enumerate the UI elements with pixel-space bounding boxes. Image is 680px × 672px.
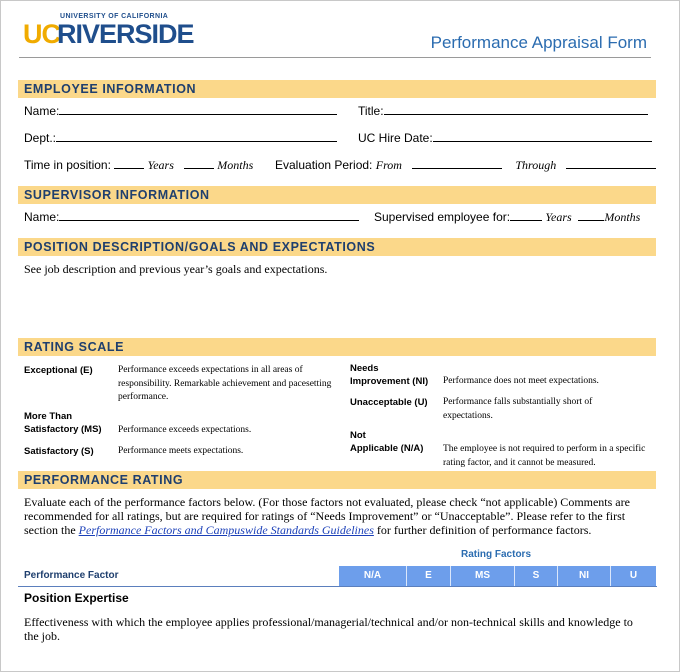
time-years-line[interactable]	[114, 158, 144, 169]
employee-title-field[interactable]	[358, 104, 648, 118]
rating-factor-header-row	[339, 566, 656, 586]
performance-factor-rule	[18, 586, 657, 587]
supervisor-name-field[interactable]	[24, 210, 359, 224]
position-description-heading: POSITION DESCRIPTION/GOALS AND EXPECTATIONS	[18, 238, 656, 256]
time-months-label: Months	[217, 158, 254, 172]
logo-university-text: UNIVERSITY OF CALIFORNIA	[60, 13, 169, 20]
employee-name-field[interactable]	[24, 104, 337, 118]
evaluation-from-label: From	[375, 158, 402, 172]
evaluation-period-field[interactable]	[275, 158, 656, 173]
rating-col-u: U	[610, 566, 656, 586]
rating-needs-improvement-label	[350, 362, 428, 388]
evaluation-through-label: Through	[515, 158, 557, 172]
employee-title-line[interactable]	[384, 104, 648, 115]
rating-col-ms: MS	[450, 566, 514, 586]
title-divider	[19, 57, 651, 58]
employee-title-label: Title:	[358, 104, 384, 118]
rating-satisfactory-label: Satisfactory (S)	[24, 446, 94, 457]
intro-text-before: Evaluate each of the performance factors below. (For those factors not evaluated, please check “not applicable) Comments are recommended for all ratings, but are required for ratings of “Needs Improvement” or “Unacceptable”. Please refer to the first section the	[24, 495, 630, 537]
supervised-months-line[interactable]	[578, 210, 604, 221]
position-expertise-text: Effectiveness with which the employee applies professional/managerial/technical and/or non-technical skills and knowledge to the job.	[24, 615, 633, 643]
rating-more-than-line2: Satisfactory (MS)	[24, 424, 102, 435]
supervised-employee-label: Supervised employee for:	[374, 210, 511, 224]
rating-satisfactory-desc: Performance meets expectations.	[118, 446, 244, 456]
logo-uc-text: UC	[23, 19, 60, 49]
form-title: Performance Appraisal Form	[430, 33, 647, 52]
employee-information-heading: EMPLOYEE INFORMATION	[18, 80, 656, 98]
rating-unacceptable-desc: Performance falls substantially short of expectations.	[443, 397, 593, 421]
employee-hire-date-field[interactable]	[358, 131, 652, 145]
rating-needs-improvement-desc: Performance does not meet expectations.	[443, 376, 599, 386]
supervised-months-label: Months	[604, 210, 641, 224]
time-in-position-label: Time in position:	[24, 158, 111, 172]
employee-hire-date-line[interactable]	[433, 131, 652, 142]
rating-col-ni: NI	[557, 566, 610, 586]
rating-exceptional-label: Exceptional (E)	[24, 365, 93, 376]
rating-col-na: N/A	[339, 566, 406, 586]
logo-riverside-text: RIVERSIDE	[57, 19, 194, 49]
rating-unacceptable-label: Unacceptable (U)	[350, 397, 428, 408]
time-in-position-field[interactable]	[24, 158, 253, 173]
rating-needs-line2: Improvement (NI)	[350, 376, 429, 387]
employee-dept-line[interactable]	[56, 131, 337, 142]
evaluation-period-label: Evaluation Period:	[275, 158, 373, 172]
position-description-text: See job description and previous year’s goals and expectations.	[24, 262, 328, 276]
rating-col-e: E	[406, 566, 450, 586]
uc-riverside-logo	[23, 13, 193, 53]
position-expertise-heading: Position Expertise	[24, 591, 129, 605]
rating-more-than-satisfactory-desc: Performance exceeds expectations.	[118, 425, 252, 435]
supervised-employee-field[interactable]	[374, 210, 640, 225]
employee-name-line[interactable]	[59, 104, 337, 115]
time-months-line[interactable]	[184, 158, 214, 169]
supervisor-name-label: Name:	[24, 210, 60, 224]
performance-rating-intro	[24, 495, 649, 537]
performance-rating-heading: PERFORMANCE RATING	[18, 471, 656, 489]
employee-name-label: Name:	[24, 104, 60, 118]
supervised-years-line[interactable]	[510, 210, 542, 221]
employee-dept-label: Dept.:	[24, 131, 57, 145]
performance-factor-column-label: Performance Factor	[24, 570, 119, 581]
rating-not-line2: Applicable (N/A)	[350, 443, 424, 454]
supervised-years-label: Years	[545, 210, 572, 224]
time-years-label: Years	[147, 158, 174, 172]
rating-more-than-line1: More Than	[24, 411, 73, 422]
evaluation-through-line[interactable]	[566, 158, 656, 169]
employee-dept-field[interactable]	[24, 131, 337, 145]
rating-factors-title: Rating Factors	[461, 549, 532, 560]
supervisor-name-line[interactable]	[59, 210, 359, 221]
rating-exceptional-desc: Performance exceeds expectations in all areas of responsibility. Remarkable achievement and pacesetting performance.	[118, 365, 332, 402]
employee-hire-date-label: UC Hire Date:	[358, 131, 433, 145]
rating-col-s: S	[514, 566, 557, 586]
supervisor-information-heading: SUPERVISOR INFORMATION	[18, 186, 656, 204]
rating-needs-line1: Needs	[350, 363, 379, 374]
rating-more-than-satisfactory-label	[24, 410, 102, 436]
rating-not-applicable-desc: The employee is not required to perform in a specific rating factor, and it cannot be measured.	[443, 444, 646, 468]
rating-not-line1: Not	[350, 430, 366, 441]
intro-text-after: for further definition of performance factors.	[373, 523, 592, 537]
rating-scale-heading: RATING SCALE	[18, 338, 656, 356]
rating-not-applicable-label	[350, 429, 423, 455]
evaluation-from-line[interactable]	[412, 158, 502, 169]
guidelines-link[interactable]: Performance Factors and Campuswide Standards Guidelines	[78, 523, 374, 537]
